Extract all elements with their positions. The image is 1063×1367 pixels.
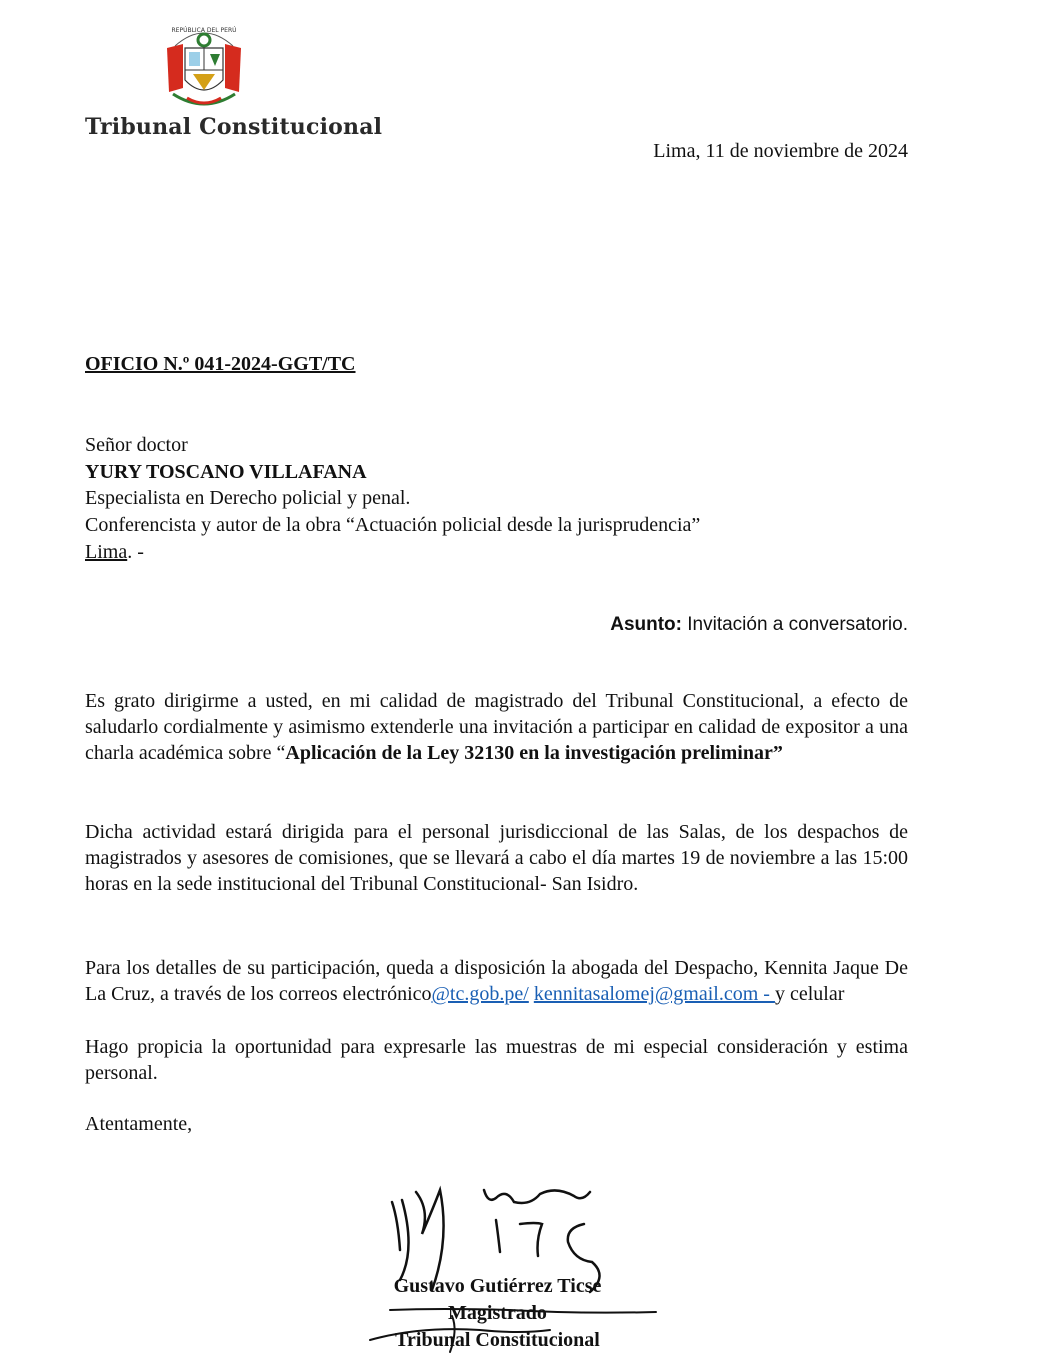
paragraph-1-bold: Aplicación de la Ley 32130 en la investigación preliminar”	[285, 742, 783, 764]
letter-date: Lima, 11 de noviembre de 2024	[653, 140, 908, 162]
coat-of-arms-seal	[163, 18, 245, 116]
institution-name: Tribunal Constitucional	[85, 114, 383, 140]
signatory-name: Gustavo Gutiérrez Ticse	[393, 1275, 602, 1297]
recipient-line-2: Conferencista y autor de la obra “Actuación policial desde la jurisprudencia”	[85, 514, 701, 536]
recipient-city-line	[85, 541, 144, 564]
paragraph-3-text: Para los detalles de su participación, queda a disposición la abogada del Despacho, Kennita Jaque De La Cruz, a través de los correos electrónico	[85, 957, 908, 1005]
subject-text: Invitación a conversatorio.	[681, 614, 908, 635]
svg-text:REPÚBLICA DEL PERÚ: REPÚBLICA DEL PERÚ	[171, 27, 237, 34]
recipient-salutation: Señor doctor	[85, 434, 188, 456]
body-paragraph-3	[85, 955, 908, 1007]
subject-line	[610, 614, 908, 636]
body-paragraph-4: Hago propicia la oportunidad para expresarle las muestras de mi especial consideración y estima personal.	[85, 1036, 908, 1084]
paragraph-3-tail: y celular	[774, 983, 845, 1005]
signatory-institution: Tribunal Constitucional	[395, 1329, 600, 1351]
closing-line: Atentamente,	[85, 1113, 193, 1135]
signatory-title: Magistrado	[448, 1302, 547, 1324]
recipient-name: YURY TOSCANO VILLAFANA	[85, 461, 367, 483]
recipient-city-suffix: . -	[127, 541, 144, 563]
body-paragraph-2: Dicha actividad estará dirigida para el personal jurisdiccional de las Salas, de los despachos de magistrados y asesores de comisiones, que se llevará a cabo el día martes 19 de noviembre a las 15:00 horas en la sede institucional del Tribunal Constitucional- San Isidro.	[85, 821, 908, 895]
email-link-2[interactable]: kennitasalomej@gmail.com -	[533, 983, 775, 1005]
recipient-city: Lima	[85, 541, 128, 563]
recipient-line-1: Especialista en Derecho policial y penal.	[85, 487, 411, 509]
body-paragraph-1	[85, 688, 908, 766]
email-link-1[interactable]: @tc.gob.pe/	[431, 983, 529, 1005]
paragraph-1-text: Es grato dirigirme a usted, en mi calidad de magistrado del Tribunal Constitucional, a efecto de saludarlo cordialmente y asimismo extenderle una invitación a participar en calidad de expositor a una charla académica sobre “	[85, 690, 908, 764]
document-reference: OFICIO N.º 041-2024-GGT/TC	[85, 353, 356, 375]
subject-label: Asunto:	[610, 614, 682, 635]
